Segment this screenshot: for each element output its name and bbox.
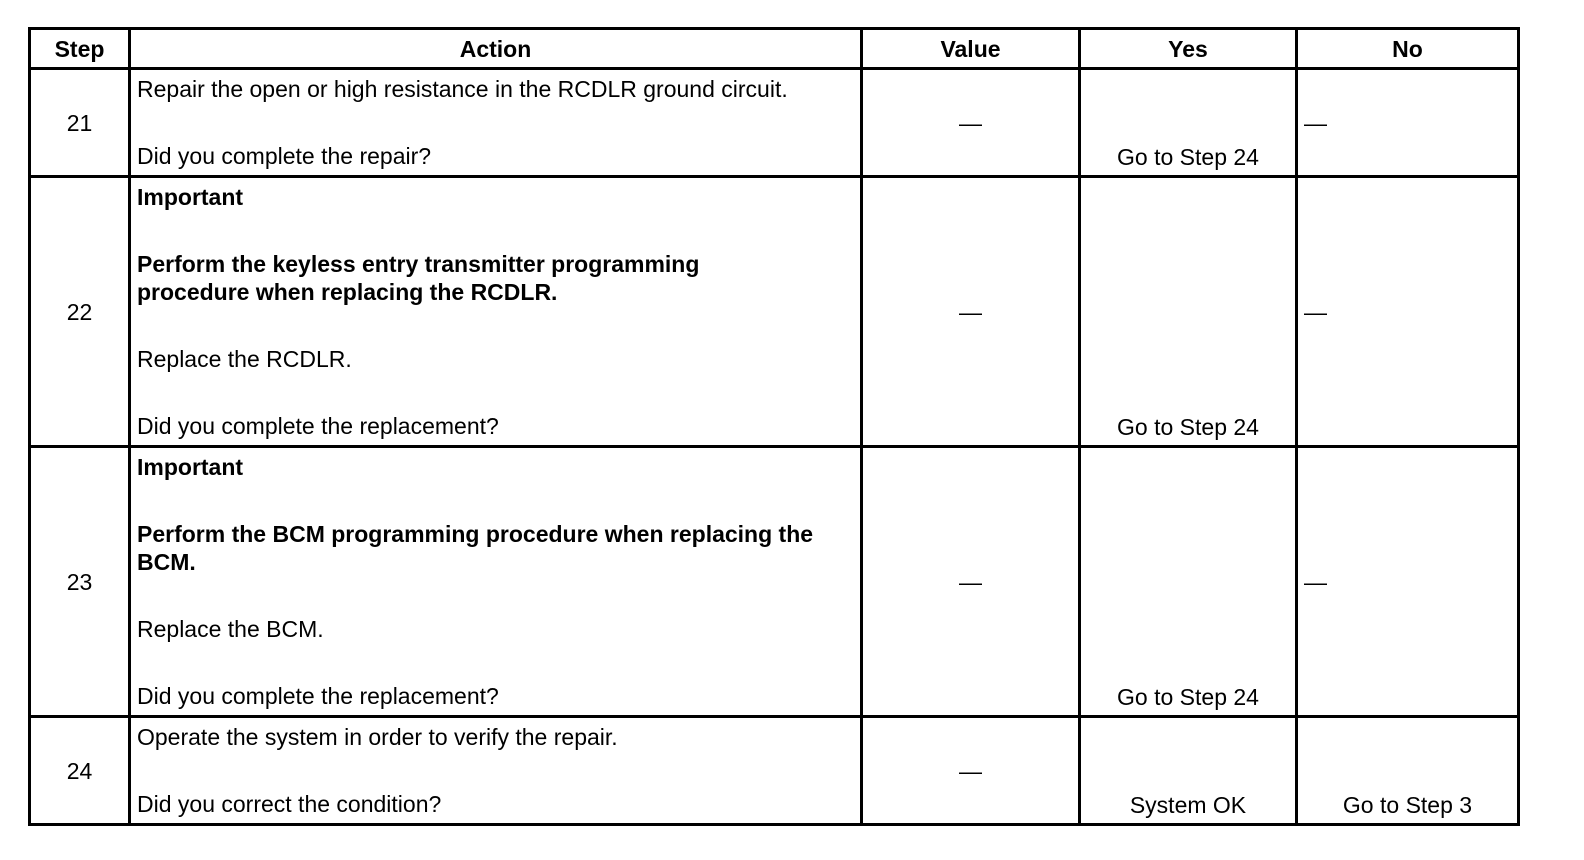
important-note: Perform the keyless entry transmitter programming procedure when replacing the RCDLR. <box>137 251 700 305</box>
action-cell <box>130 69 862 177</box>
yes-outcome: System OK <box>1129 792 1247 818</box>
table-row <box>30 69 1519 177</box>
yes-outcome: Go to Step 24 <box>1117 144 1259 170</box>
no-outcome: Go to Step 3 <box>1342 792 1473 818</box>
important-label: Important <box>137 454 244 480</box>
action-question: Did you correct the condition? <box>137 791 442 817</box>
action-text: Operate the system in order to verify the repair. <box>137 724 618 750</box>
step-number: 23 <box>30 447 130 717</box>
yes-cell <box>1080 717 1297 825</box>
table-row <box>30 447 1519 717</box>
yes-outcome: Go to Step 24 <box>1117 684 1259 710</box>
step-number: 24 <box>30 717 130 825</box>
value-cell <box>862 717 1080 825</box>
header-row <box>30 29 1519 69</box>
no-cell <box>1297 717 1519 825</box>
action-question: Did you complete the repair? <box>137 143 432 169</box>
no-outcome: — <box>1304 568 1327 595</box>
no-cell <box>1297 447 1519 717</box>
value-dash: — <box>959 568 982 595</box>
action-text: Replace the BCM. <box>137 616 324 642</box>
step-number: 22 <box>30 177 130 447</box>
no-cell <box>1297 69 1519 177</box>
value-dash: — <box>959 298 982 325</box>
no-outcome: — <box>1304 109 1327 136</box>
action-question: Did you complete the replacement? <box>137 413 499 439</box>
action-question: Did you complete the replacement? <box>137 683 499 709</box>
diagnostic-table <box>28 27 1520 826</box>
yes-cell <box>1080 177 1297 447</box>
important-note: Perform the BCM programming procedure when replacing the BCM. <box>137 521 814 575</box>
header-action: Action <box>130 29 862 69</box>
important-label: Important <box>137 184 244 210</box>
action-text: Repair the open or high resistance in the RCDLR ground circuit. <box>137 76 788 102</box>
value-dash: — <box>959 109 982 136</box>
no-outcome: — <box>1304 298 1327 325</box>
no-cell <box>1297 177 1519 447</box>
action-cell <box>130 177 862 447</box>
table-row <box>30 717 1519 825</box>
header-step: Step <box>30 29 130 69</box>
yes-cell <box>1080 69 1297 177</box>
header-yes: Yes <box>1080 29 1297 69</box>
yes-outcome: Go to Step 24 <box>1117 414 1259 440</box>
yes-cell <box>1080 447 1297 717</box>
value-cell <box>862 447 1080 717</box>
value-cell <box>862 69 1080 177</box>
header-value: Value <box>862 29 1080 69</box>
value-dash: — <box>959 757 982 784</box>
action-cell <box>130 717 862 825</box>
action-cell <box>130 447 862 717</box>
value-cell <box>862 177 1080 447</box>
header-no: No <box>1297 29 1519 69</box>
action-text: Replace the RCDLR. <box>137 346 352 372</box>
step-number: 21 <box>30 69 130 177</box>
table-row <box>30 177 1519 447</box>
